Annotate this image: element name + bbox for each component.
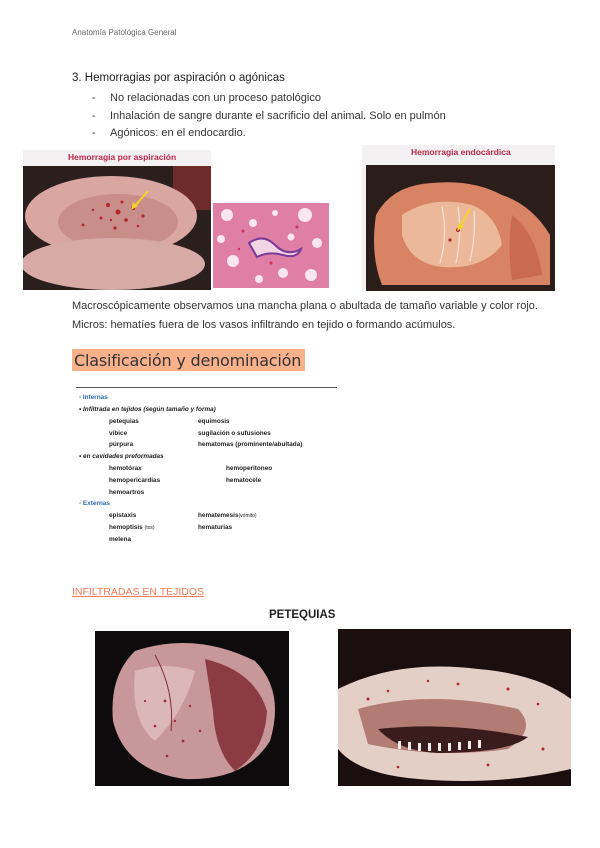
bullet-dash: - [92, 127, 96, 139]
hematemesis-note: (vómito) [238, 513, 257, 519]
term-hemoartros: hemoartros [109, 489, 145, 496]
histology-image [213, 203, 329, 288]
internas-label: - Internas [79, 394, 108, 401]
bullet-dash: - [92, 92, 96, 104]
externas-label: - Externas [79, 500, 110, 507]
hemoptisis-note: (tos) [144, 525, 155, 531]
bullet-dash: - [92, 109, 96, 122]
term-melena: melena [109, 536, 132, 543]
infiltrada-text: • Infiltrada en tejidos (según tamaño y forma) [79, 406, 216, 413]
term-hematurias: hematurias [198, 524, 233, 531]
term-vibice: víbice [109, 430, 128, 437]
term-petequias: petequias [109, 418, 139, 425]
list-item [92, 125, 446, 143]
petechiae-airway-image [338, 629, 571, 786]
term-hemoperitoneo: hemoperitoneo [226, 465, 273, 472]
petequias-title: PETEQUIAS [269, 609, 336, 621]
heart-photo [362, 145, 555, 291]
divider [76, 387, 337, 388]
lung-image [23, 150, 211, 290]
infiltrada-label [79, 406, 216, 413]
bullet-text: Inhalación de sangre durante el sacrificio del animal. Solo en pulmón [110, 109, 446, 122]
bullet-text: No relacionadas con un proceso patológico [110, 92, 321, 104]
term-purpura: púrpura [109, 441, 134, 448]
lung-photo [23, 150, 211, 290]
term-hematocele: hematocele [226, 477, 262, 484]
heart-image [362, 145, 555, 291]
term-hemopericardias: hemopericardias [109, 477, 161, 484]
endocardica-caption: Hemorragia endocárdica [411, 147, 511, 157]
list-item [92, 108, 446, 126]
page-header: Anatomía Patológica General [72, 28, 177, 37]
classification-heading: Clasificación y denominación [72, 349, 305, 371]
hematemesis-text: hematemesis [198, 512, 239, 519]
term-hemoptisis [109, 524, 155, 531]
hemoptisis-text: hemoptisis [109, 524, 143, 531]
petechiae-airway-photo [338, 629, 571, 786]
bullet-text: Agónicos: en el endocardio. [110, 127, 246, 139]
section-title: 3. Hemorragias por aspiración o agónicas [72, 72, 285, 84]
bullet-list [92, 90, 446, 143]
cavidades-label [79, 453, 164, 460]
infiltradas-link[interactable]: INFILTRADAS EN TEJIDOS [72, 586, 205, 598]
term-equimosis: equimosis [198, 418, 230, 425]
aspiracion-caption: Hemorragia por aspiración [68, 152, 177, 162]
paragraph-macroscopic: Macroscópicamente observamos una mancha plana o abultada de tamaño variable y color rojo. Micros: hematíes fuera de los vasos infiltrando en tejido o formando acúmulos. [72, 300, 538, 331]
petechiae-heart-photo [95, 631, 289, 786]
term-hemotorax: hemotórax [109, 465, 142, 472]
term-hematomas: hematomas (prominente/abultada) [198, 441, 303, 448]
term-sugilacion: sugilación o sufusiones [198, 430, 271, 437]
term-epistaxis: epistaxis [109, 512, 137, 519]
histology-photo [213, 203, 329, 288]
cavidades-text: • en cavidades preformadas [79, 453, 164, 460]
petechiae-heart-image [95, 631, 289, 786]
list-item [92, 90, 446, 108]
term-hematemesis [198, 512, 257, 519]
